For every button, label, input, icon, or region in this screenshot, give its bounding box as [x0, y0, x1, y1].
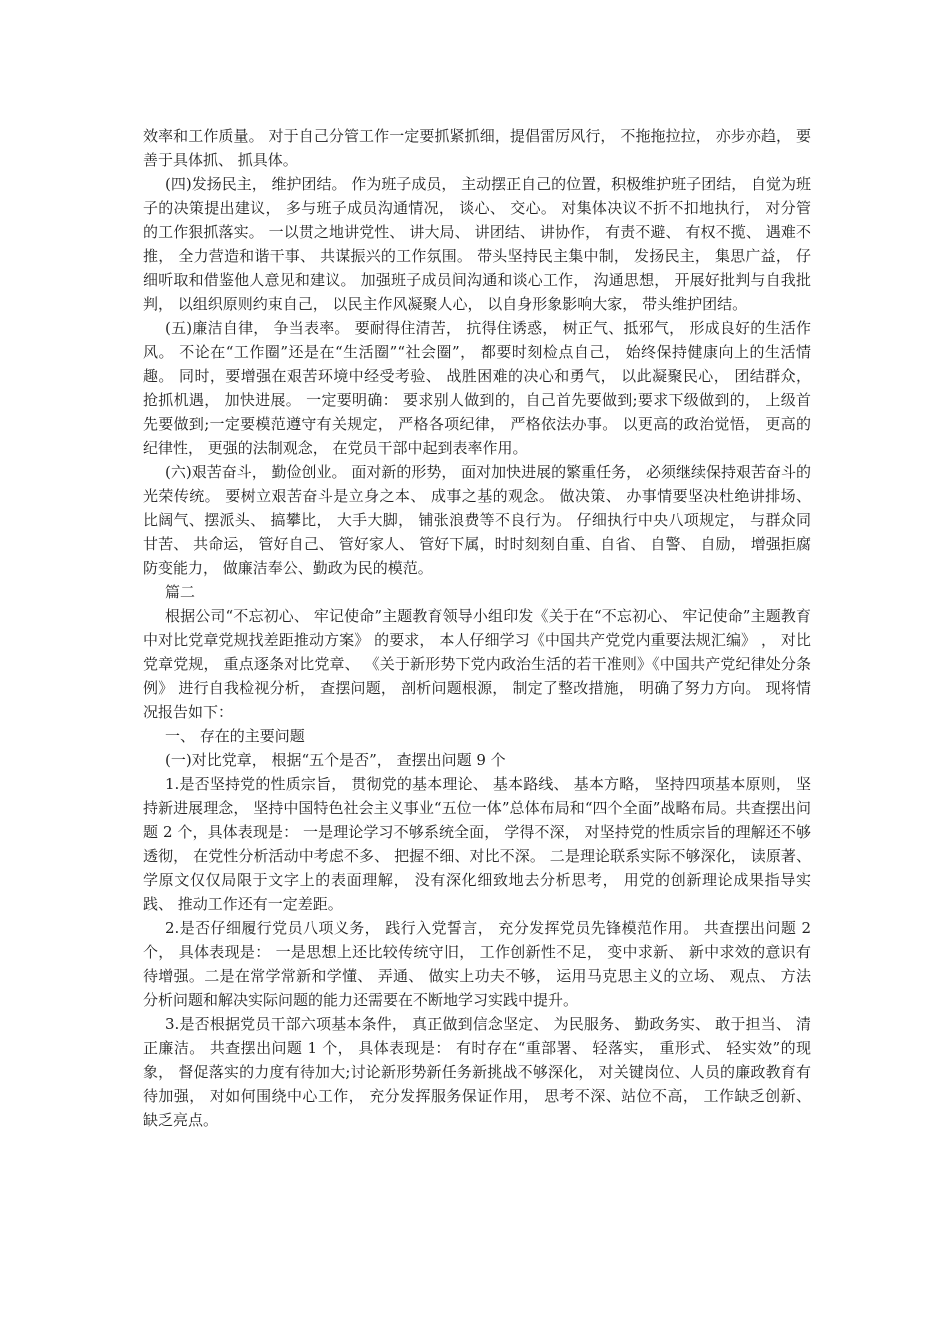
- list-item-3: 3.是否根据党员干部六项基本条件， 真正做到信念坚定、 为民服务、 勤政务实、 敢于担当、 清正廉洁。 共查摆出问题 1 个， 具体表现是： 有时存在“重部署、 轻落实， 重形式、 轻实效”的现象， 督促落实的力度有待加大;讨论新形势新任务新挑战不够深化， 对关键岗位、人员的廉政教育有待加强， 对如何围绕中心工作， 充分发挥服务保证作用， 思考不深、站位不高， 工作缺乏创新、 缺乏亮点。: [143, 1015, 811, 1129]
- paragraph-integrity: (五)廉洁自律， 争当表率。 要耐得住清苦， 抗得住诱惑， 树正气、抵邪气， 形成良好的生活作风。 不论在“工作圈”还是在“生活圈”“社会圈”， 都要时刻检点自己， 始终保持健康向上的生活情趣。 同时，要增强在艰苦环境中经受考验、 战胜困难的决心和勇气， 以此凝聚民心， 团结群众， 抢抓机遇， 加快进展。 一定要明确： 要求别人做到的，自己首先要做到;要求下级做到的， 上级首先要做到;一定要模范遵守有关规定， 严格各项纪律， 严格依法办事。 以更高的政治觉悟， 更高的纪律性， 更强的法制观念， 在党员干部中起到表率作用。: [143, 319, 811, 457]
- list-item-2: 2.是否仔细履行党员八项义务， 践行入党誓言， 充分发挥党员先锋模范作用。 共查摆出问题 2 个， 具体表现是： 一是思想上还比较传统守旧， 工作创新性不足， 变中求新、 新中求效的意识有待增强。二是在常学常新和学懂、 弄通、 做实上功夫不够， 运用马克思主义的立场、 观点、 方法分析问题和解决实际问题的能力还需要在不断地学习实践中提升。: [143, 919, 811, 1009]
- paragraph-work-efficiency: 效率和工作质量。 对于自己分管工作一定要抓紧抓细，提倡雷厉风行， 不拖拖拉拉， 亦步亦趋， 要善于具体抓、 抓具体。: [143, 127, 811, 169]
- document-body: [143, 124, 811, 1132]
- paragraph-democracy-unity: (四)发扬民主， 维护团结。 作为班子成员， 主动摆正自己的位置，积极维护班子团结， 自觉为班子的决策提出建议， 多与班子成员沟通情况， 谈心、 交心。 对集体决议不折不扣地执行， 对分管的工作狠抓落实。 一以贯之地讲党性、 讲大局、 讲团结、 讲协作， 有责不避、 有权不揽、 遇难不推， 全力营造和谐干事、 共谋振兴的工作氛围。 带头坚持民主集中制， 发扬民主， 集思广益， 仔细听取和借鉴他人意见和建议。 加强班子成员间沟通和谈心工作， 沟通思想， 开展好批判与自我批判， 以组织原则约束自己， 以民主作风凝聚人心， 以自身形象影响大家， 带头维护团结。: [143, 175, 811, 313]
- subheading-party-constitution: (一)对比党章， 根据“五个是否”， 查摆出问题 9 个: [165, 751, 506, 769]
- section-heading-part-two: 篇二: [165, 583, 196, 601]
- paragraph-introduction: 根据公司“不忘初心、 牢记使命”主题教育领导小组印发《关于在“不忘初心、 牢记使命”主题教育中对比党章党规找差距推动方案》 的要求， 本人仔细学习《中国共产党党内重要法规汇编》 ， 对比党章党规， 重点逐条对比党章、 《关于新形势下党内政治生活的若干准则》《中国共产党纪律处分条例》 进行自我检视分析， 查摆问题， 剖析问题根源， 制定了整改措施， 明确了努力方向。 现将情况报告如下：: [143, 607, 811, 721]
- heading-main-problems: 一、 存在的主要问题: [165, 727, 305, 745]
- paragraph-hard-work: (六)艰苦奋斗， 勤俭创业。 面对新的形势， 面对加快进展的繁重任务， 必须继续保持艰苦奋斗的光荣传统。 要树立艰苦奋斗是立身之本、 成事之基的观念。 做决策、 办事情要坚决杜绝讲排场、 比阔气、摆派头、 搞攀比， 大手大脚， 铺张浪费等不良行为。 仔细执行中央八项规定， 与群众同甘苦、 共命运， 管好自己、 管好家人、 管好下属，时时刻刻自重、自省、 自警、 自励， 增强拒腐防变能力， 做廉洁奉公、勤政为民的模范。: [143, 463, 811, 577]
- list-item-1: 1.是否坚持党的性质宗旨， 贯彻党的基本理论、 基本路线、 基本方略， 坚持四项基本原则， 坚持新进展理念， 坚持中国特色社会主义事业“五位一体”总体布局和“四个全面”战略布局。共查摆出问题 2 个，具体表现是： 一是理论学习不够系统全面， 学得不深， 对坚持党的性质宗旨的理解还不够透彻， 在党性分析活动中考虑不多、 把握不细、对比不深。 二是理论联系实际不够深化， 读原著、 学原文仅仅局限于文字上的表面理解， 没有深化细致地去分析思考， 用党的创新理论成果指导实践、 推动工作还有一定差距。: [143, 775, 811, 913]
